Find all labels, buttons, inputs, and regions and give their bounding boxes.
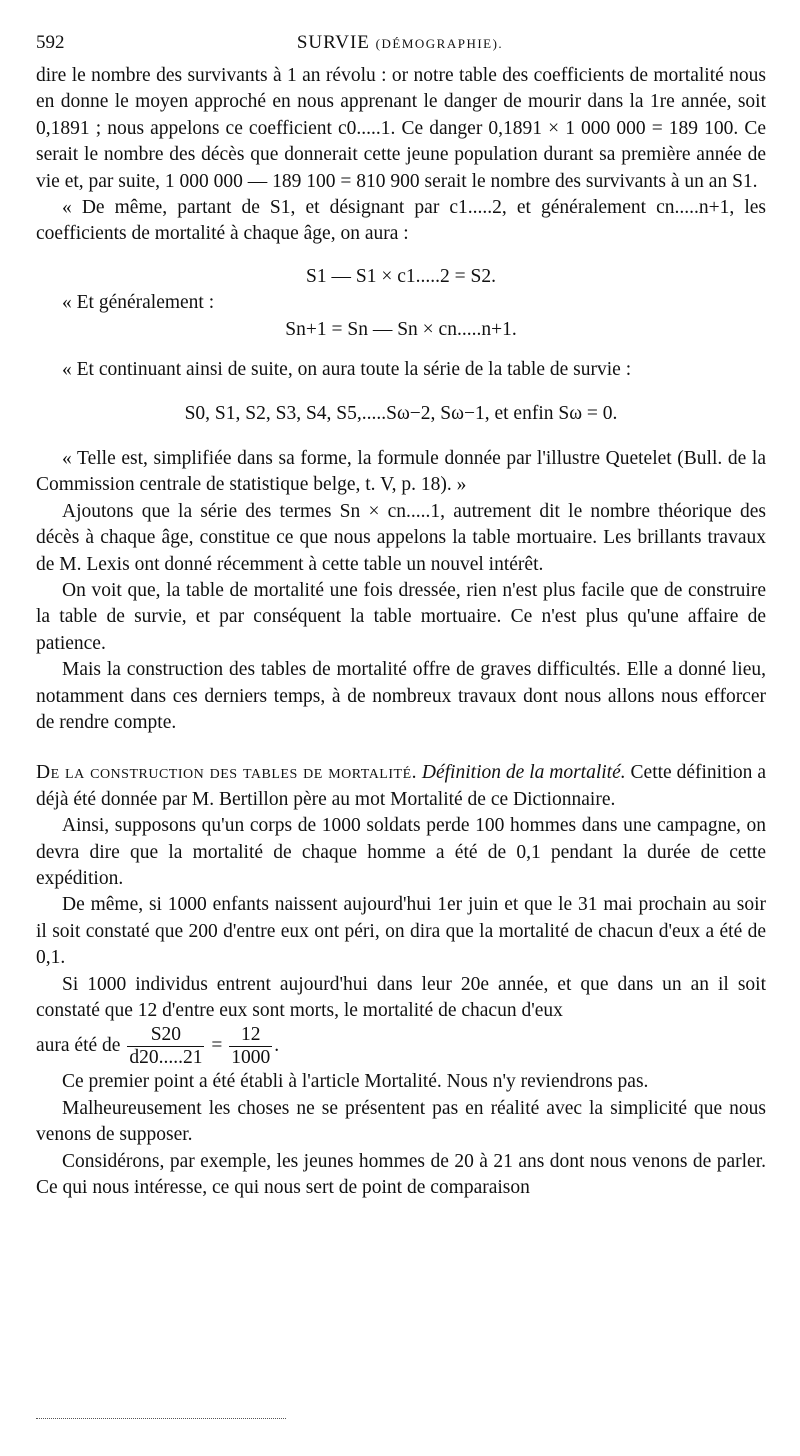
paragraph-10: De même, si 1000 enfants naissent aujourd'hui 1er juin et que le 31 mai prochain au soir il soit constaté que 200 d'entre eux ont péri, on dira que la mortalité de chacun d'eux a été de 0,1. xyxy=(36,894,766,969)
paragraph-9: Ainsi, supposons qu'un corps de 1000 soldats perde 100 hommes dans une campagne, on devra dire que la mortalité de chaque homme a été de 0,1 pendant la durée de cette expédition. xyxy=(36,815,766,889)
paragraph-3-label: « Et généralement : xyxy=(62,292,215,314)
equation-1: S1 — S1 × c1.....2 = S2. xyxy=(306,265,496,287)
fraction-2-denominator: 1000 xyxy=(231,1047,271,1069)
section-heading: De la construction des tables de mortalité. xyxy=(36,762,417,784)
paragraph-14: Considérons, par exemple, les jeunes hommes de 20 à 21 ans dont nous venons de parler. Ce qui nous intéresse, ce qui nous sert de point de comparaison xyxy=(36,1150,766,1199)
fraction-1-numerator: S20 xyxy=(127,1024,204,1047)
paragraph-1: dire le nombre des survivants à 1 an révolu : or notre table des coefficients de mortalité nous en donne le moyen approché en nous apprenant le danger de mourir dans la 1re année, soit 0,1891 ; nous appelons ce coefficient c0.....1. Ce danger 0,1891 × 1 000 000 = 189 100. Ce serait le nombre des décès que donnerait cette jeune population durant sa première année de vie et, par suite, 1 000 000 — 189 100 = 810 900 serait le nombre des survivants à un an S1. xyxy=(36,65,766,192)
section-text: Cette définition a déjà été donnée par M. Bertillon père au mot Mortalité de ce Dictionnaire. xyxy=(36,762,766,810)
paragraph-4: « Et continuant ainsi de suite, on aura toute la série de la table de survie : xyxy=(62,359,632,381)
paragraph-11: Si 1000 individus entrent aujourd'hui dans leur 20e année, et que dans un an il soit constaté que 12 d'entre eux sont morts, le mortalité de chacun d'eux xyxy=(36,973,766,1021)
paragraph-6: Ajoutons que la série des termes Sn × cn.....1, autrement dit le nombre théorique des décès à chaque âge, constitue ce que nous appelons la table mortuaire. Les brillants travaux de M. Lexis ont donné récemment à cette table un nouvel intérêt. xyxy=(36,500,766,575)
fraction-2-numerator: 12 xyxy=(229,1024,272,1047)
equation-2: Sn+1 = Sn — Sn × cn.....n+1. xyxy=(285,318,517,340)
footer-dotted-rule xyxy=(36,1418,286,1419)
running-title-sub: (DÉMOGRAPHIE). xyxy=(375,36,504,51)
section-paragraph xyxy=(36,760,766,813)
fraction-12-1000 xyxy=(229,1024,272,1069)
page-body xyxy=(36,63,766,1201)
formula-period: . xyxy=(274,1035,280,1057)
paragraph-2: « De même, partant de S1, et désignant par c1.....2, et généralement cn.....n+1, les coefficients de mortalité à chaque âge, on aura : xyxy=(36,197,766,245)
running-header xyxy=(36,30,764,56)
paragraph-11-formula xyxy=(36,1024,766,1069)
fraction-s20-d20 xyxy=(127,1024,204,1069)
equation-3: S0, S1, S2, S3, S4, S5,.....Sω−2, Sω−1, et enfin Sω = 0. xyxy=(184,403,618,425)
paragraph-13: Malheureusement les choses ne se présentent pas en réalité avec la simplicité que nous venons de supposer. xyxy=(36,1097,766,1146)
equals-sign: = xyxy=(211,1035,223,1057)
fraction-1-denominator: d20.....21 xyxy=(129,1047,203,1069)
paragraph-5: « Telle est, simplifiée dans sa forme, la formule donnée par l'illustre Quetelet (Bull. de la Commission centrale de statistique belge, t. V, p. 18). » xyxy=(36,447,766,496)
page-number: 592 xyxy=(36,32,65,53)
section-italic-title: Définition de la mortalité. xyxy=(421,762,626,784)
running-title xyxy=(36,30,764,57)
running-title-main: SURVIE xyxy=(296,32,370,53)
paragraph-12: Ce premier point a été établi à l'article Mortalité. Nous n'y reviendrons pas. xyxy=(62,1071,649,1093)
formula-lead-text: aura été de xyxy=(36,1035,121,1057)
paragraph-7: On voit que, la table de mortalité une fois dressée, rien n'est plus facile que de construire la table de survie, et par conséquent la table mortuaire. Ce n'est plus qu'une affaire de patience. xyxy=(36,579,766,654)
paragraph-8: Mais la construction des tables de mortalité offre de graves difficultés. Elle a donné lieu, notamment dans ces derniers temps, à de nombreux travaux dont nous allons nous efforcer de rendre compte. xyxy=(36,659,766,733)
